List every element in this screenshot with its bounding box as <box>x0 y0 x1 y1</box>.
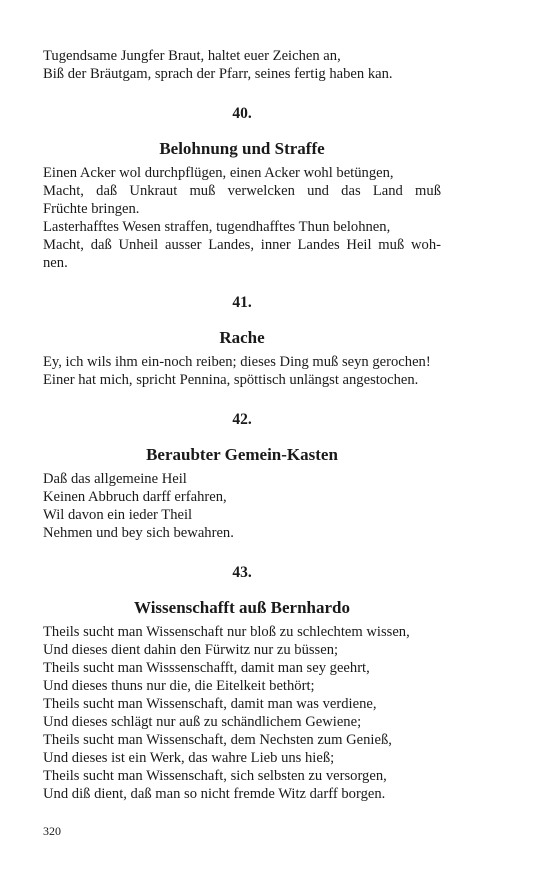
poem-line: Und dieses schlägt nur auß zu schändlichem Gewiene; <box>43 714 362 730</box>
poem-line: nen. <box>43 255 68 271</box>
poem-line: Und diß dient, daß man so nicht fremde Witz darff borgen. <box>43 786 386 802</box>
poem-line: Theils sucht man Wissenschaft, dem Nechsten zum Genieß, <box>43 732 392 748</box>
poem-43 <box>43 563 441 803</box>
poem-body <box>43 353 441 389</box>
poem-line: Theils sucht man Wissenschaft, damit man was verdiene, <box>43 696 377 712</box>
poem-line: Und dieses thuns nur die, die Eitelkeit bethört; <box>43 678 315 694</box>
poem-line: Biß der Bräutgam, sprach der Pfarr, seines fertig haben kan. <box>43 66 393 82</box>
poem-41 <box>43 293 441 389</box>
page-number: 320 <box>43 824 61 838</box>
poem-number: 43. <box>232 564 252 581</box>
poem-line: Theils sucht man Wissenschaft, sich selbsten zu versorgen, <box>43 768 387 784</box>
opening-stanza <box>43 47 441 83</box>
poem-42 <box>43 410 441 542</box>
poem-line: Und dieses ist ein Werk, das wahre Lieb uns hieß; <box>43 750 335 766</box>
poem-title: Wissenschafft auß Bernhardo <box>134 598 350 617</box>
poem-body <box>43 470 441 542</box>
poem-title: Beraubter Gemein-Kasten <box>146 445 338 464</box>
poem-body <box>43 623 441 803</box>
poem-number: 40. <box>232 105 252 122</box>
poem-line: Wil davon ein ieder Theil <box>43 507 193 523</box>
poem-line: Lasterhafftes Wesen straffen, tugendhafftes Thun belohnen, <box>43 219 391 235</box>
poem-line: Einer hat mich, spricht Pennina, spöttisch unlängst angestochen. <box>43 372 419 388</box>
poem-line: Einen Acker wol durchpflügen, einen Acker wohl betüngen, <box>43 165 394 181</box>
poem-40 <box>43 104 441 272</box>
poem-line: Und dieses dient dahin den Fürwitz nur zu büssen; <box>43 642 339 658</box>
poem-line: Theils sucht man Wisssenschafft, damit man sey geehrt, <box>43 660 370 676</box>
poem-line: Nehmen und bey sich bewahren. <box>43 525 234 541</box>
poem-line: Daß das allgemeine Heil <box>43 471 187 487</box>
poem-line: Keinen Abbruch darff erfahren, <box>43 489 227 505</box>
poem-line: Tugendsame Jungfer Braut, haltet euer Zeichen an, <box>43 48 341 64</box>
page-body <box>43 47 441 803</box>
poem-number: 41. <box>232 294 252 311</box>
poem-number: 42. <box>232 411 252 428</box>
poem-line: Macht, daß Unheil ausser Landes, inner Landes Heil muß woh- <box>43 237 441 253</box>
poem-title: Rache <box>219 328 265 347</box>
poem-line: Macht, daß Unkraut muß verwelcken und das Land muß <box>43 183 441 199</box>
poem-line: Theils sucht man Wissenschaft nur bloß zu schlechtem wissen, <box>43 624 410 640</box>
poem-body <box>43 164 441 272</box>
poem-line: Früchte bringen. <box>43 201 140 217</box>
poem-line: Ey, ich wils ihm ein-noch reiben; dieses Ding muß seyn gerochen! <box>43 354 431 370</box>
poem-title: Belohnung und Straffe <box>159 139 325 158</box>
